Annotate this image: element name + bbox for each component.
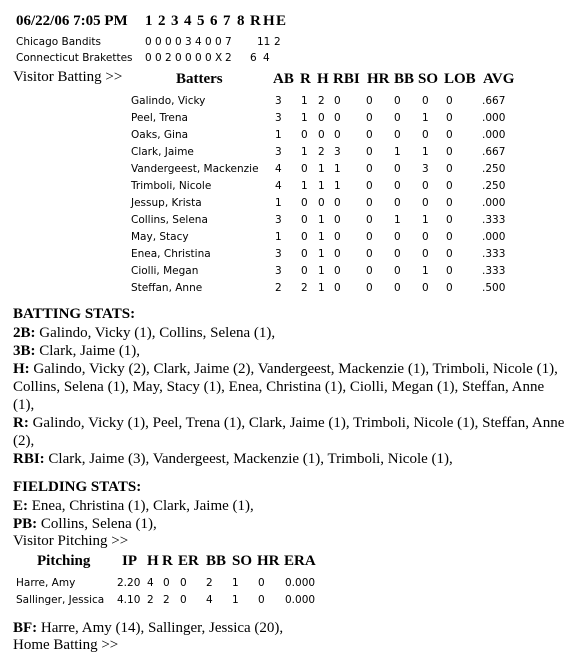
batter-r: 1	[301, 95, 308, 107]
pitcher-era: 0.000	[285, 577, 316, 589]
inning-score: 0	[205, 36, 212, 48]
team-runs: 6	[250, 52, 257, 64]
batter-ab: 3	[275, 112, 282, 124]
visitor-pitching-link[interactable]: Visitor Pitching >>	[13, 533, 129, 549]
pitcher-er: 0	[180, 577, 187, 589]
batter-lob: 0	[446, 282, 453, 294]
rhe-header: E	[276, 13, 287, 29]
batter-h: 1	[318, 282, 325, 294]
batter-so: 1	[422, 214, 429, 226]
inning-header: 1	[145, 13, 153, 29]
pitching-col-header: Pitching	[37, 553, 91, 569]
batter-rbi: 0	[334, 129, 341, 141]
batter-ab: 1	[275, 231, 282, 243]
pitcher-era: 0.000	[285, 594, 316, 606]
pitcher-r: 2	[163, 594, 170, 606]
stat-line	[13, 360, 569, 414]
batter-h: 1	[318, 231, 325, 243]
batter-bb: 0	[394, 129, 401, 141]
batter-rbi: 1	[334, 180, 341, 192]
batter-name: Clark, Jaime	[131, 146, 194, 158]
extra-score: 7	[225, 36, 232, 48]
inning-score: 0	[165, 36, 172, 48]
batter-rbi: 0	[334, 265, 341, 277]
pitcher-ip: 4.10	[117, 594, 141, 606]
inning-header: 6	[210, 13, 218, 29]
team-name: Connecticut Brakettes	[16, 52, 133, 64]
batter-avg: .333	[482, 248, 506, 260]
bf-label: BF:	[13, 620, 38, 636]
pitcher-name: Sallinger, Jessica	[16, 594, 105, 606]
pitcher-ip: 2.20	[117, 577, 141, 589]
batter-avg: .500	[482, 282, 506, 294]
batter-lob: 0	[446, 95, 453, 107]
batter-r: 2	[301, 282, 308, 294]
batting-col-header: BB	[394, 71, 415, 87]
pitching-col-header: HR	[257, 553, 280, 569]
inning-score: 0	[195, 52, 202, 64]
batting-col-header: R	[300, 71, 311, 87]
batter-rbi: 0	[334, 248, 341, 260]
inning-score: 2	[165, 52, 172, 64]
batter-avg: .000	[482, 112, 506, 124]
batter-name: Ciolli, Megan	[131, 265, 199, 277]
batter-lob: 0	[446, 248, 453, 260]
inning-score: X	[215, 52, 223, 64]
batter-rbi: 0	[334, 214, 341, 226]
pitcher-h: 2	[147, 594, 154, 606]
rhe-header: R	[250, 13, 261, 29]
batter-h: 2	[318, 146, 325, 158]
pitcher-bb: 2	[206, 577, 213, 589]
stat-line	[13, 414, 569, 450]
inning-score: 0	[215, 36, 222, 48]
inning-score: 0	[155, 52, 162, 64]
batting-col-header: AVG	[483, 71, 515, 87]
batter-name: Vandergeest, Mackenzie	[131, 163, 259, 175]
inning-header: 5	[197, 13, 205, 29]
batter-so: 0	[422, 129, 429, 141]
batter-so: 0	[422, 248, 429, 260]
batting-stats-title: BATTING STATS:	[13, 306, 136, 322]
batter-bb: 0	[394, 248, 401, 260]
batter-bb: 0	[394, 282, 401, 294]
pitcher-h: 4	[147, 577, 154, 589]
batter-rbi: 0	[334, 197, 341, 209]
batter-so: 1	[422, 265, 429, 277]
pitching-col-header: SO	[232, 553, 253, 569]
batter-hr: 0	[366, 248, 373, 260]
inning-score: 0	[145, 52, 152, 64]
batter-ab: 3	[275, 265, 282, 277]
stat-label: 3B:	[13, 343, 36, 359]
batter-rbi: 1	[334, 163, 341, 175]
batter-bb: 1	[394, 146, 401, 158]
batter-avg: .333	[482, 265, 506, 277]
batter-name: Jessup, Krista	[131, 197, 202, 209]
batter-rbi: 0	[334, 112, 341, 124]
batting-col-header: HR	[367, 71, 390, 87]
pitcher-so: 1	[232, 577, 239, 589]
pitcher-name: Harre, Amy	[16, 577, 76, 589]
stat-text: Enea, Christina (1), Clark, Jaime (1),	[28, 498, 254, 514]
batter-bb: 0	[394, 112, 401, 124]
pitcher-so: 1	[232, 594, 239, 606]
pitching-col-header: R	[162, 553, 173, 569]
batting-col-header: LOB	[444, 71, 476, 87]
batter-bb: 0	[394, 265, 401, 277]
batter-avg: .000	[482, 197, 506, 209]
pitcher-bb: 4	[206, 594, 213, 606]
batter-lob: 0	[446, 197, 453, 209]
stat-label: RBI:	[13, 451, 45, 467]
batter-name: Enea, Christina	[131, 248, 211, 260]
team-hits: 4	[263, 52, 270, 64]
inning-score: 3	[185, 36, 192, 48]
batter-bb: 0	[394, 180, 401, 192]
batter-ab: 2	[275, 282, 282, 294]
batter-hr: 0	[366, 214, 373, 226]
stat-text: Collins, Selena (1),	[37, 516, 157, 532]
stat-label: 2B:	[13, 325, 36, 341]
stat-line	[13, 497, 569, 515]
batter-bb: 0	[394, 95, 401, 107]
batter-so: 3	[422, 163, 429, 175]
stat-line	[13, 324, 569, 342]
stat-label: H:	[13, 361, 30, 377]
batter-rbi: 0	[334, 231, 341, 243]
batter-lob: 0	[446, 146, 453, 158]
batter-name: Galindo, Vicky	[131, 95, 206, 107]
inning-header: 4	[184, 13, 192, 29]
batter-name: Trimboli, Nicole	[131, 180, 212, 192]
inning-header: 7	[223, 13, 231, 29]
batter-rbi: 3	[334, 146, 341, 158]
batter-bb: 0	[394, 231, 401, 243]
batter-r: 1	[301, 180, 308, 192]
stat-text: Galindo, Vicky (2), Clark, Jaime (2), Vandergeest, Mackenzie (1), Trimboli, Nicole (1), Collins, Selena (1), May, Stacy (1), Enea, Christina (1), Ciolli, Megan (1), Steffan, Anne (1),	[13, 361, 558, 413]
batter-so: 0	[422, 282, 429, 294]
pitching-col-header: BB	[206, 553, 227, 569]
pitching-col-header: H	[147, 553, 159, 569]
stat-line	[13, 450, 569, 468]
batter-ab: 1	[275, 129, 282, 141]
batter-so: 1	[422, 112, 429, 124]
visitor-batting-link[interactable]: Visitor Batting >>	[13, 69, 123, 85]
batter-so: 0	[422, 231, 429, 243]
batter-so: 0	[422, 197, 429, 209]
batter-name: Peel, Trena	[131, 112, 188, 124]
fielding-stats-title: FIELDING STATS:	[13, 479, 142, 495]
batter-h: 1	[318, 180, 325, 192]
pitching-col-header: ER	[178, 553, 199, 569]
batter-hr: 0	[366, 95, 373, 107]
batter-hr: 0	[366, 265, 373, 277]
batter-ab: 3	[275, 214, 282, 226]
batter-ab: 1	[275, 197, 282, 209]
stat-line	[13, 342, 569, 360]
batter-r: 0	[301, 265, 308, 277]
batter-bb: 0	[394, 163, 401, 175]
batter-ab: 3	[275, 248, 282, 260]
inning-header: 2	[158, 13, 166, 29]
batting-col-header: RBI	[333, 71, 360, 87]
batter-hr: 0	[366, 112, 373, 124]
batter-hr: 0	[366, 180, 373, 192]
batter-lob: 0	[446, 231, 453, 243]
batter-r: 0	[301, 231, 308, 243]
inning-header: 3	[171, 13, 179, 29]
batting-col-header: Batters	[176, 71, 223, 87]
pitcher-hr: 0	[258, 577, 265, 589]
batter-bb: 1	[394, 214, 401, 226]
batters-faced-line	[13, 619, 569, 637]
batter-h: 1	[318, 163, 325, 175]
batter-hr: 0	[366, 129, 373, 141]
batter-h: 2	[318, 95, 325, 107]
pitcher-hr: 0	[258, 594, 265, 606]
batter-r: 0	[301, 248, 308, 260]
pitcher-er: 0	[180, 594, 187, 606]
batting-stats-lines	[13, 324, 569, 468]
batter-avg: .250	[482, 163, 506, 175]
batter-ab: 3	[275, 95, 282, 107]
stat-text: Galindo, Vicky (1), Peel, Trena (1), Clark, Jaime (1), Trimboli, Nicole (1), Steffan, Anne (2),	[13, 415, 565, 449]
stat-line	[13, 515, 569, 533]
batter-bb: 0	[394, 197, 401, 209]
pitcher-r: 0	[163, 577, 170, 589]
batter-so: 0	[422, 180, 429, 192]
batter-so: 1	[422, 146, 429, 158]
inning-score: 0	[205, 52, 212, 64]
rhe-header: H	[263, 13, 275, 29]
stat-label: PB:	[13, 516, 38, 532]
batter-lob: 0	[446, 112, 453, 124]
batter-hr: 0	[366, 282, 373, 294]
inning-score: 0	[175, 52, 182, 64]
stat-text: Clark, Jaime (3), Vandergeest, Mackenzie (1), Trimboli, Nicole (1),	[44, 451, 453, 467]
bf-text: Harre, Amy (14), Sallinger, Jessica (20),	[37, 620, 284, 636]
batter-lob: 0	[446, 163, 453, 175]
batter-h: 0	[318, 129, 325, 141]
inning-score: 4	[195, 36, 202, 48]
batter-r: 1	[301, 112, 308, 124]
pitching-col-header: IP	[122, 553, 137, 569]
stat-text: Clark, Jaime (1),	[35, 343, 141, 359]
team-hits: 2	[274, 36, 281, 48]
batting-col-header: SO	[418, 71, 439, 87]
batter-lob: 0	[446, 180, 453, 192]
batter-ab: 4	[275, 163, 282, 175]
stat-label: R:	[13, 415, 29, 431]
batter-name: May, Stacy	[131, 231, 189, 243]
batter-avg: .000	[482, 231, 506, 243]
batter-lob: 0	[446, 214, 453, 226]
batter-name: Oaks, Gina	[131, 129, 189, 141]
inning-score: 0	[145, 36, 152, 48]
batter-r: 0	[301, 197, 308, 209]
batter-hr: 0	[366, 146, 373, 158]
batter-avg: .667	[482, 95, 506, 107]
batter-r: 0	[301, 129, 308, 141]
batter-hr: 0	[366, 163, 373, 175]
inning-score: 0	[185, 52, 192, 64]
batter-h: 0	[318, 197, 325, 209]
fielding-stats-lines	[13, 497, 569, 533]
team-runs: 11	[257, 36, 271, 48]
batter-rbi: 0	[334, 282, 341, 294]
batter-h: 1	[318, 214, 325, 226]
batter-ab: 3	[275, 146, 282, 158]
team-name: Chicago Bandits	[16, 36, 101, 48]
batter-h: 1	[318, 265, 325, 277]
batter-so: 0	[422, 95, 429, 107]
extra-score: 2	[225, 52, 232, 64]
batter-avg: .000	[482, 129, 506, 141]
batter-hr: 0	[366, 231, 373, 243]
stat-label: E:	[13, 498, 28, 514]
inning-header: 8	[237, 13, 245, 29]
batter-hr: 0	[366, 197, 373, 209]
batter-rbi: 0	[334, 95, 341, 107]
batting-col-header: AB	[273, 71, 294, 87]
batter-ab: 4	[275, 180, 282, 192]
batter-avg: .667	[482, 146, 506, 158]
batter-avg: .250	[482, 180, 506, 192]
batter-lob: 0	[446, 265, 453, 277]
batter-lob: 0	[446, 129, 453, 141]
batter-avg: .333	[482, 214, 506, 226]
home-batting-link[interactable]: Home Batting >>	[13, 637, 119, 653]
batter-h: 1	[318, 248, 325, 260]
stat-text: Galindo, Vicky (1), Collins, Selena (1),	[35, 325, 276, 341]
batter-name: Collins, Selena	[131, 214, 208, 226]
batter-h: 0	[318, 112, 325, 124]
pitching-col-header: ERA	[284, 553, 316, 569]
inning-score: 0	[175, 36, 182, 48]
batter-name: Steffan, Anne	[131, 282, 203, 294]
batter-r: 1	[301, 146, 308, 158]
game-datetime: 06/22/06 7:05 PM	[16, 13, 128, 29]
batting-col-header: H	[317, 71, 329, 87]
inning-score: 0	[155, 36, 162, 48]
batter-r: 0	[301, 163, 308, 175]
batter-r: 0	[301, 214, 308, 226]
